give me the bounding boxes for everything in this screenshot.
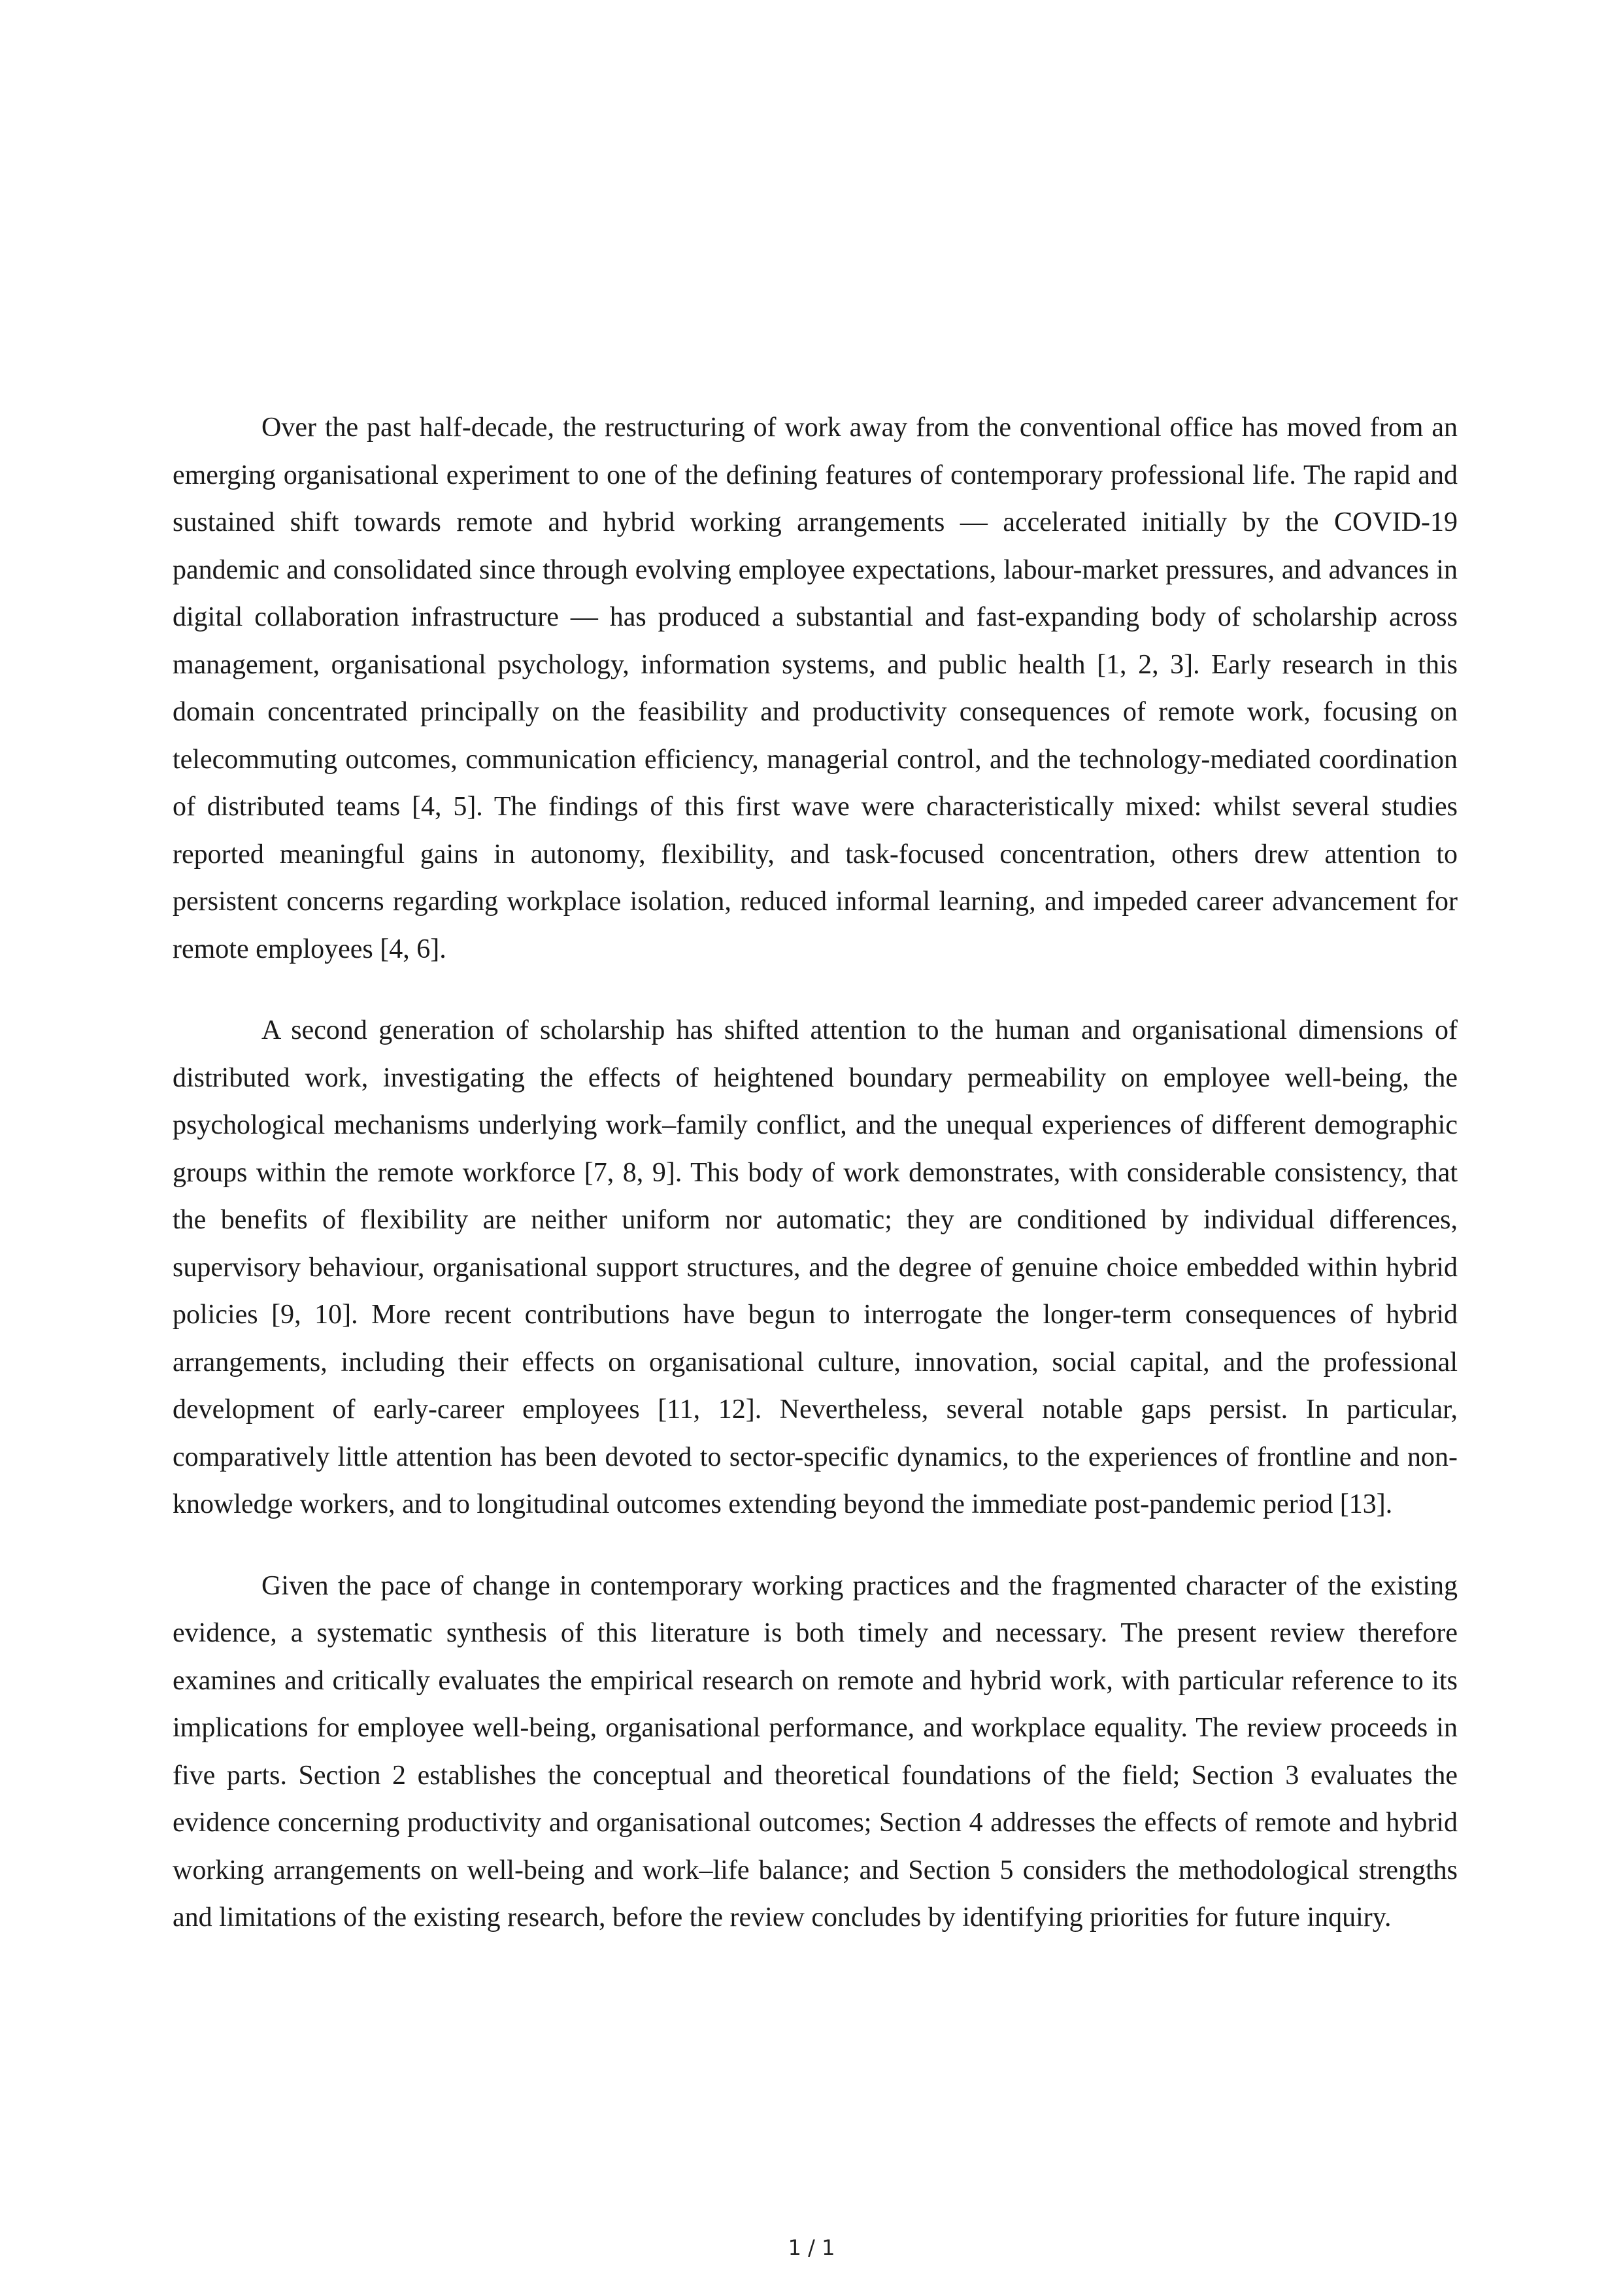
page-number: 1 / 1 bbox=[788, 2235, 835, 2260]
document-body bbox=[173, 404, 1458, 1976]
paragraph-1: Over the past half-decade, the restructuring of work away from the conventional office has moved from an emerging organisational experiment to one of the defining features of contemporary professional life. The rapid and sustained shift towards remote and hybrid working arrangements — accelerated initially by the COVID-19 pandemic and consolidated since through evolving employee expectations, labour-market pressures, and advances in digital collaboration infrastructure — has produced a substantial and fast-expanding body of scholarship across management, organisational psychology, information systems, and public health [1, 2, 3]. Early research in this domain concentrated principally on the feasibility and productivity consequences of remote work, focusing on telecommuting outcomes, communication efficiency, managerial control, and the technology-mediated coordination of distributed teams [4, 5]. The findings of this first wave were characteristically mixed: whilst several studies reported meaningful gains in autonomy, flexibility, and task-focused concentration, others drew attention to persistent concerns regarding workplace isolation, reduced informal learning, and impeded career advancement for remote employees [4, 6]. bbox=[173, 413, 1458, 964]
paragraph-2: A second generation of scholarship has shifted attention to the human and organisational dimensions of distributed work, investigating the effects of heightened boundary permeability on employee well-being, the psychological mechanisms underlying work–family conflict, and the unequal experiences of different demographic groups within the remote workforce [7, 8, 9]. This body of work demonstrates, with considerable consistency, that the benefits of flexibility are neither uniform nor automatic; they are conditioned by individual differences, supervisory behaviour, organisational support structures, and the degree of genuine choice embedded within hybrid policies [9, 10]. More recent contributions have begun to interrogate the longer-term consequences of hybrid arrangements, including their effects on organisational culture, innovation, social capital, and the professional development of early-career employees [11, 12]. Nevertheless, several notable gaps persist. In particular, comparatively little attention has been devoted to sector-specific dynamics, to the experiences of frontline and non-knowledge workers, and to longitudinal outcomes extending beyond the immediate post-pandemic period [13]. bbox=[173, 1015, 1458, 1519]
paragraph-3: Given the pace of change in contemporary working practices and the fragmented character of the existing evidence, a systematic synthesis of this literature is both timely and necessary. The present review therefore examines and critically evaluates the empirical research on remote and hybrid work, with particular reference to its implications for employee well-being, organisational performance, and workplace equality. The review proceeds in five parts. Section 2 establishes the conceptual and theoretical foundations of the field; Section 3 evaluates the evidence concerning productivity and organisational outcomes; Section 4 addresses the effects of remote and hybrid working arrangements on well-being and work–life balance; and Section 5 considers the methodological strengths and limitations of the existing research, before the review concludes by identifying priorities for future inquiry. bbox=[173, 1570, 1458, 1933]
